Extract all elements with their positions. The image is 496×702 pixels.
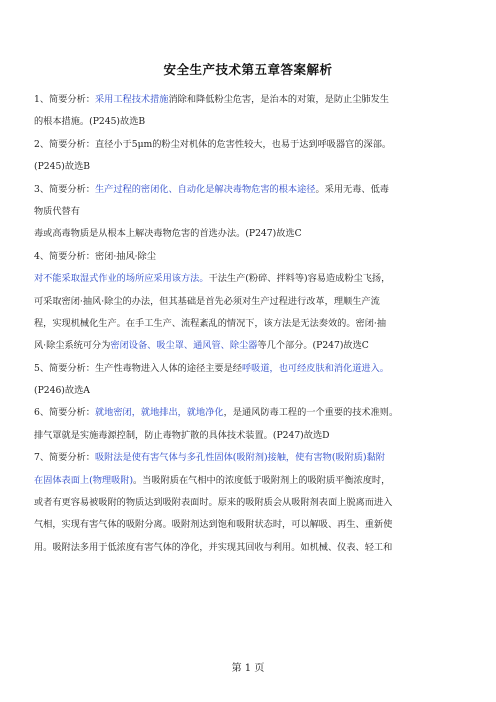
body-text: 7、简要分析： (34, 452, 95, 464)
text-line (34, 111, 462, 133)
text-line (34, 425, 462, 447)
text-line (34, 268, 462, 290)
text-line (34, 402, 462, 424)
body-text: 5、简要分析：生产性毒物进入人体的途径主要是经 (34, 362, 242, 374)
body-text: 消除和降低粉尘危害，是治本的对策，是防止尘肺发生 (168, 94, 389, 105)
highlighted-text: 吸附法是使有害气体与多孔性固体(吸附剂)接触，使有害物(吸附质)黏附 (94, 452, 385, 464)
body-text: 风·除尘系统可分为 (34, 340, 111, 352)
body-text: 毒或高毒物质是从根本上解决毒物危害的首选办法。(P247)故选C (34, 228, 302, 240)
text-line (34, 470, 462, 492)
body-text: 6、简要分析： (34, 407, 95, 419)
body-text: 或者有更容易被吸附的物质达到吸附表面时。原来的吸附质会从吸附剂表面上脱离而进入 (34, 497, 393, 509)
highlighted-text: 在固体表面上(物理吸附) (34, 474, 134, 486)
text-line (34, 380, 462, 402)
page-number: 第 1 页 (231, 663, 265, 674)
body-text: 。当吸附质在气相中的浓度低于吸附剂上的吸附质平衡浓度时， (133, 474, 391, 486)
body-text: 。采用无毒、低毒 (315, 183, 389, 195)
body-text: ，是通风防毒工程的一个重要的技术准则。 (223, 407, 399, 419)
body-text: 的根本措施。(P245)故选B (34, 116, 146, 128)
text-line (34, 537, 462, 559)
body-text: 干法生产(粉碎、拌料等)容易造成粉尘飞扬， (208, 273, 391, 285)
highlighted-text: 生产过程的密闭化、自动化是解决毒物危害的根本途径 (94, 183, 316, 195)
body-text: 排气罩就是实施毒源控制，防止毒物扩散的具体技术装置。(P247)故选D (34, 429, 330, 441)
body-text: 2、简要分析：直径小于5μm的粉尘对机体的危害性较大，也易于达到呼吸器官的深部。 (34, 138, 392, 150)
text-line (34, 492, 462, 514)
highlighted-text: 呼吸道，也可经皮肤和消化道进入。 (241, 362, 389, 374)
text-line (34, 447, 462, 469)
text-line (34, 134, 462, 156)
text-line (34, 89, 462, 111)
text-line (34, 514, 462, 536)
text-line (34, 291, 462, 313)
highlighted-text: 采用工程技术措施 (94, 94, 169, 105)
body-text: 1、简要分析： (34, 94, 95, 105)
text-line (34, 246, 462, 268)
text-line (34, 335, 462, 357)
body-text: 4、简要分析：密闭·抽风·除尘 (34, 250, 156, 262)
body-text: 等几个部分。(P247)故选C (257, 340, 369, 352)
body-text: (P245)故选B (34, 161, 91, 173)
body-text: (P246)故选A (34, 385, 90, 397)
text-line (34, 358, 462, 380)
text-line (34, 201, 462, 223)
answer-body (34, 89, 462, 559)
body-text: 程，实现机械化生产。在手工生产、流程紊乱的情况下，该方法是无法奏效的。密闭·抽 (34, 317, 387, 329)
page-title: 安全生产技术第五章答案解析 (163, 62, 333, 77)
body-text: 物质代替有 (34, 205, 80, 217)
body-text: 用。吸附法多用于低浓度有害气体的净化，并实现其回收与利用。如机械、仪表、轻工和 (34, 541, 393, 553)
body-text: 气相，实现有害气体的吸附分离。吸附剂达到饱和吸附状态时，可以解吸、再生、重新使 (34, 519, 393, 531)
highlighted-text: 密闭设备、吸尘罩、通风管、除尘器 (110, 340, 258, 352)
text-line (34, 156, 462, 178)
body-text: 3、简要分析： (34, 183, 95, 195)
body-text: 可采取密闭·抽风·除尘的办法，但其基础是首先必须对生产过程进行改革，理顺生产流 (34, 295, 380, 307)
highlighted-text: 就地密闭，就地排出，就地净化 (94, 407, 224, 419)
text-line (34, 179, 462, 201)
text-line (34, 313, 462, 335)
text-line (34, 223, 462, 245)
highlighted-text: 对不能采取湿式作业的场所应采用该方法。 (34, 273, 209, 285)
